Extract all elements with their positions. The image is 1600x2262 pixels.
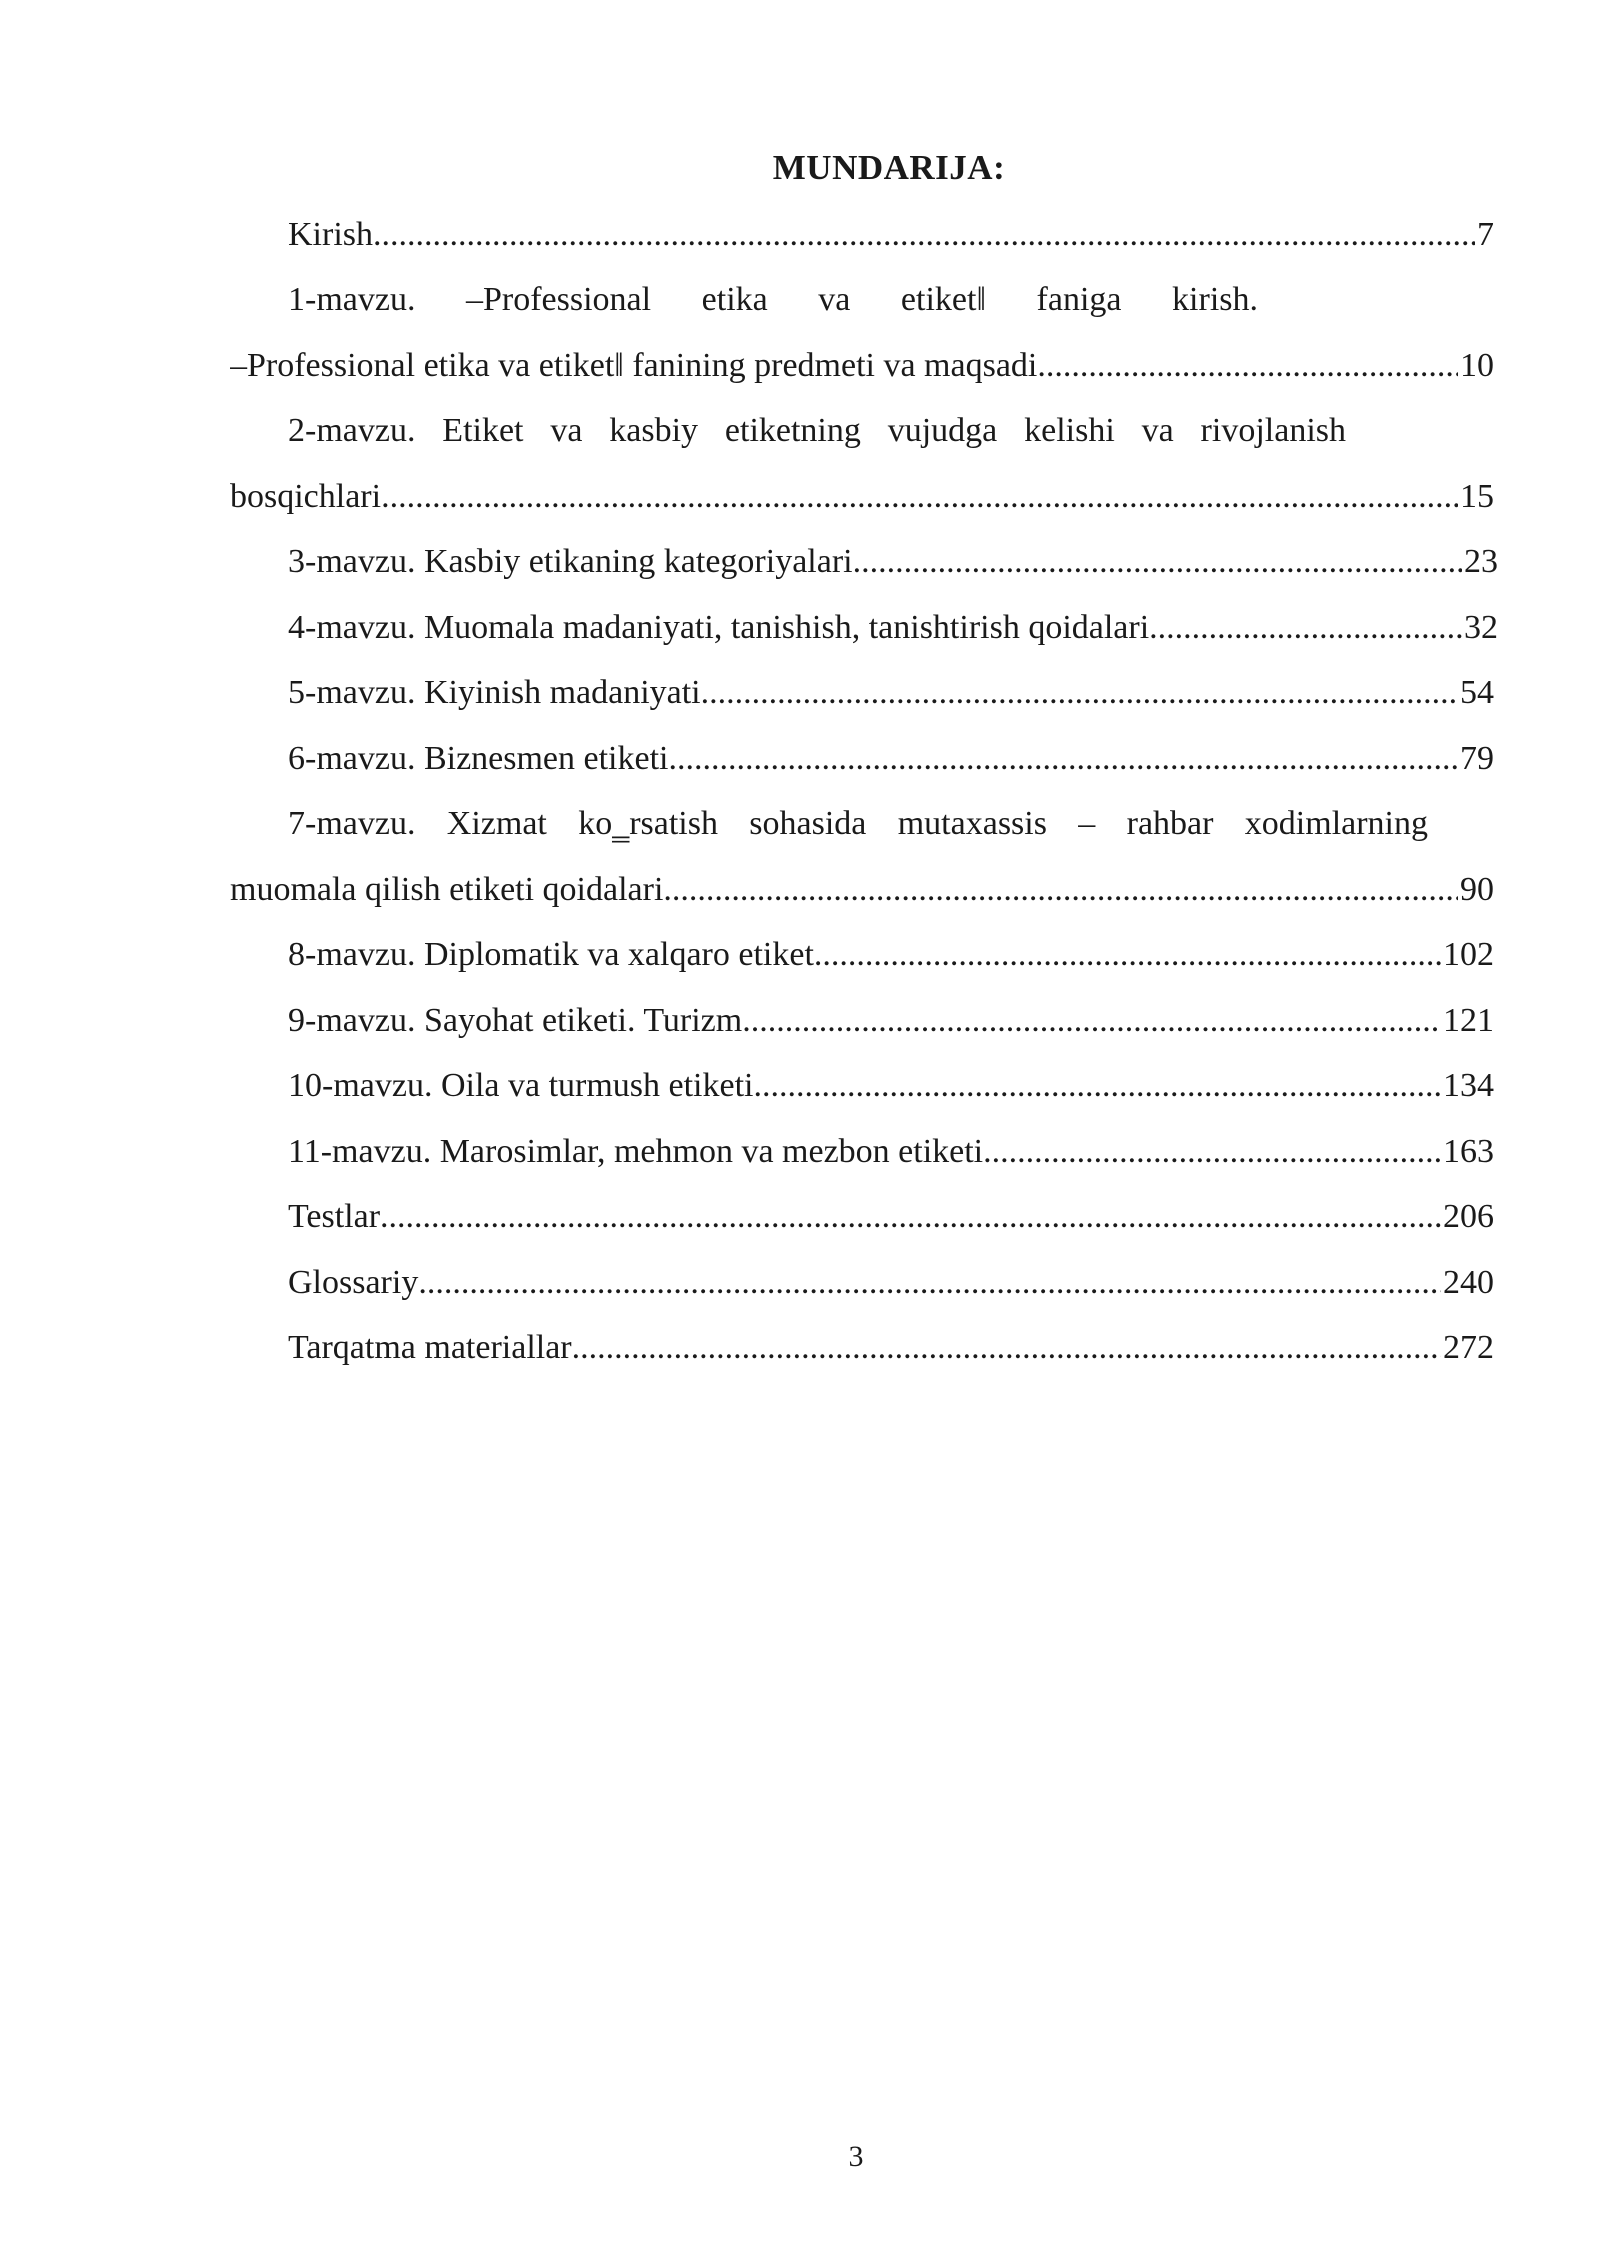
toc-entry-3[interactable] — [288, 539, 1498, 585]
toc-leader-dots — [1037, 343, 1458, 389]
toc-entry-page: 7 — [1477, 216, 1494, 253]
toc-entry-label: 5-mavzu. Kiyinish madaniyati — [288, 674, 701, 711]
toc-entry-label: 3-mavzu. Kasbiy etikaning kategoriyalari — [288, 543, 853, 580]
toc-title: MUNDARIJA: — [772, 148, 1006, 187]
toc-entry-label: 4-mavzu. Muomala madaniyati, tanishish, tanishtirish qoidalari — [288, 609, 1150, 646]
toc-entry-label: Glossariy — [288, 1264, 419, 1301]
toc-leader-dots — [1149, 605, 1462, 651]
toc-entry-page: 102 — [1443, 936, 1494, 973]
toc-entry-page: 206 — [1443, 1198, 1494, 1235]
toc-entry-9[interactable] — [288, 998, 1494, 1044]
toc-entry-10[interactable] — [288, 1063, 1494, 1109]
toc-entry-page: 163 — [1443, 1133, 1494, 1170]
toc-entry-label: muomala qilish etiketi qoidalari — [230, 871, 664, 908]
toc-leader-dots — [742, 998, 1441, 1044]
toc-leader-dots — [853, 539, 1462, 585]
toc-leader-dots — [373, 212, 1475, 258]
toc-leader-dots — [669, 736, 1459, 782]
toc-entry-page: 272 — [1443, 1329, 1494, 1366]
toc-leader-dots — [663, 867, 1458, 913]
toc-entry-page: 90 — [1460, 871, 1494, 908]
toc-entry-4[interactable] — [288, 605, 1498, 651]
toc-entry-label: bosqichlari — [230, 478, 382, 515]
toc-entry-8[interactable] — [288, 932, 1494, 978]
toc-entry-label: 11-mavzu. Marosimlar, mehmon va mezbon etiketi — [288, 1133, 984, 1170]
table-of-contents — [0, 212, 1600, 1512]
toc-entry-page: 79 — [1460, 740, 1494, 777]
toc-entry-1-line1[interactable]: 1-mavzu. –Professional etika va etiket‖ faniga kirish. — [288, 281, 1258, 318]
toc-entry-label: Testlar — [288, 1198, 381, 1235]
toc-entry-glossariy[interactable] — [288, 1260, 1494, 1306]
toc-entry-label: –Professional etika va etiket‖ fanining predmeti va maqsadi — [230, 347, 1038, 384]
page-number: 3 — [848, 2140, 864, 2173]
toc-entry-kirish[interactable] — [288, 212, 1494, 258]
toc-leader-dots — [701, 670, 1458, 716]
toc-entry-7-line1[interactable]: 7-mavzu. Xizmat ko‗rsatish sohasida mutaxassis – rahbar xodimlarning — [288, 805, 1428, 842]
toc-leader-dots — [381, 474, 1458, 520]
toc-entry-tarqatma-materiallar[interactable] — [288, 1325, 1494, 1371]
toc-leader-dots — [754, 1063, 1442, 1109]
toc-entry-testlar[interactable] — [288, 1194, 1494, 1240]
toc-leader-dots — [380, 1194, 1441, 1240]
toc-leader-dots — [418, 1260, 1441, 1306]
toc-leader-dots — [983, 1129, 1441, 1175]
toc-entry-page: 121 — [1443, 1002, 1494, 1039]
toc-entry-page: 134 — [1443, 1067, 1494, 1104]
toc-entry-page: 15 — [1460, 478, 1494, 515]
toc-entry-7[interactable] — [230, 867, 1494, 913]
toc-entry-6[interactable] — [288, 736, 1494, 782]
toc-entry-label: 9-mavzu. Sayohat etiketi. Turizm — [288, 1002, 743, 1039]
toc-entry-5[interactable] — [288, 670, 1494, 716]
toc-entry-page: 240 — [1443, 1264, 1494, 1301]
toc-entry-page: 10 — [1460, 347, 1494, 384]
toc-entry-page: 23 — [1464, 543, 1498, 580]
toc-entry-label: 6-mavzu. Biznesmen etiketi — [288, 740, 669, 777]
toc-entry-page: 32 — [1464, 609, 1498, 646]
toc-entry-1[interactable] — [230, 343, 1494, 389]
toc-entry-2[interactable] — [230, 474, 1494, 520]
toc-entry-label: 8-mavzu. Diplomatik va xalqaro etiket — [288, 936, 814, 973]
toc-entry-11[interactable] — [288, 1129, 1494, 1175]
toc-entry-label: 10-mavzu. Oila va turmush etiketi — [288, 1067, 754, 1104]
toc-entry-page: 54 — [1460, 674, 1494, 711]
toc-entry-label: Tarqatma materiallar — [288, 1329, 572, 1366]
toc-leader-dots — [572, 1325, 1441, 1371]
toc-leader-dots — [814, 932, 1441, 978]
toc-entry-2-line1[interactable]: 2-mavzu. Etiket va kasbiy etiketning vujudga kelishi va rivojlanish — [288, 412, 1346, 449]
toc-entry-label: Kirish — [288, 216, 373, 253]
